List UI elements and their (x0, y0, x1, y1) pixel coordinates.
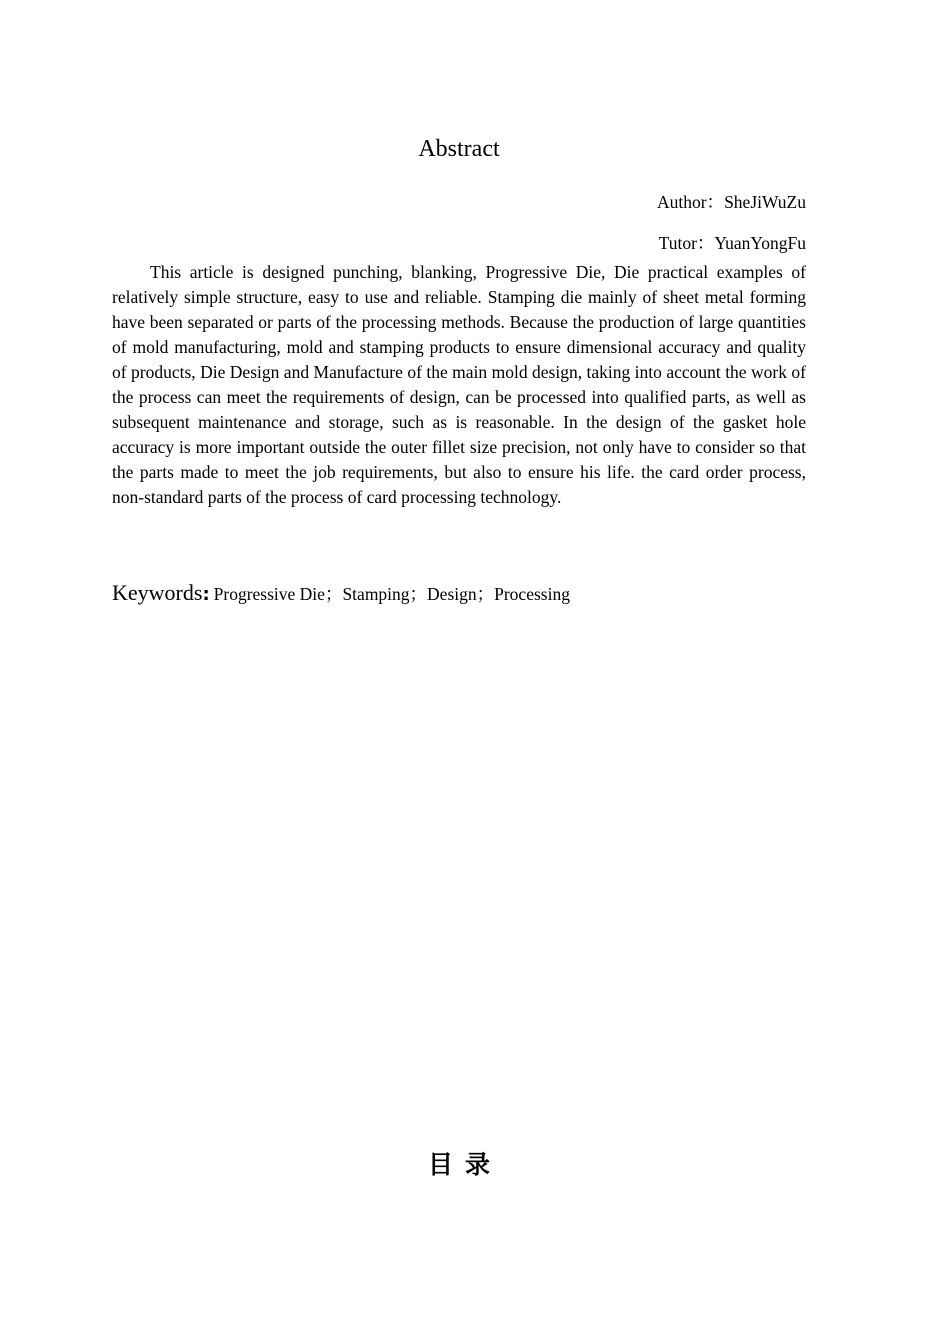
table-of-contents-heading: 目录 (427, 1150, 502, 1179)
keywords-line (112, 579, 806, 607)
keyword-separator: ； (409, 584, 428, 604)
author-name: SheJiWuZu (724, 192, 806, 212)
author-line (657, 191, 806, 213)
tutor-line (659, 232, 806, 254)
abstract-body: This article is designed punching, blanking, Progressive Die, Die practical examples of relatively simple structure, easy to use and reliable. Stamping die mainly of sheet metal forming have been separated or parts of the processing methods. Because the production of large quantities of mold manufacturing, mold and stamping products to ensure dimensional accuracy and quality of products, Die Design and Manufacture of the main mold design, taking into account the work of the process can meet the requirements of design, can be processed into qualified parts, as well as subsequent maintenance and storage, such as is reasonable. In the design of the gasket hole accuracy is more important outside the outer fillet size precision, not only have to consider so that the parts made to meet the job requirements, but also to ensure his life. the card order process, non-standard parts of the process of card processing technology. (112, 262, 806, 507)
keyword-separator: ； (476, 584, 495, 604)
author-label: Author： (656, 192, 725, 212)
keyword-item: Progressive Die (213, 584, 325, 604)
tutor-label: Tutor： (658, 233, 715, 253)
keyword-item: Stamping (342, 584, 410, 604)
abstract-title: Abstract (418, 136, 500, 162)
keywords-label: Keywords (112, 580, 203, 605)
keyword-item: Design (427, 584, 477, 604)
keyword-item: Processing (494, 584, 570, 604)
keyword-separator: ； (324, 584, 343, 604)
keywords-colon: : (202, 584, 210, 605)
tutor-name: YuanYongFu (714, 233, 806, 253)
